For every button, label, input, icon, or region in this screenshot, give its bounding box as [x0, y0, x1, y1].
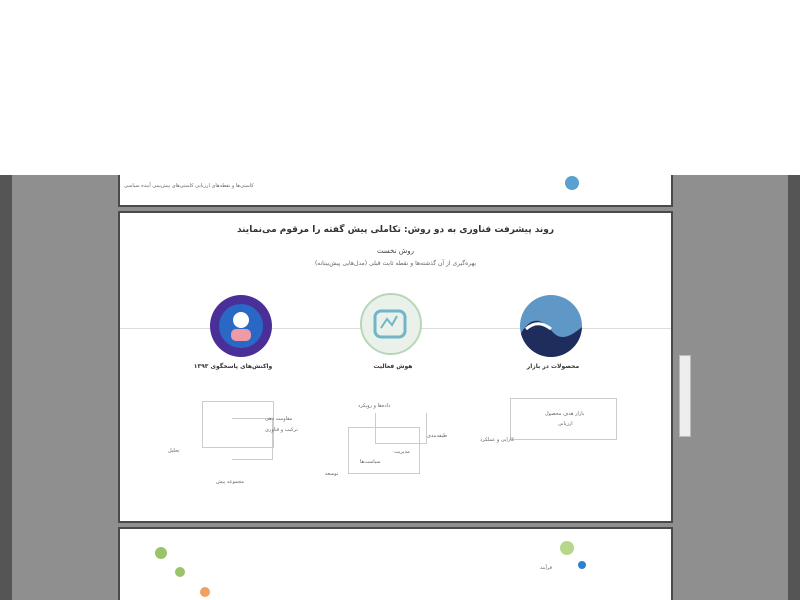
- page1-logo-icon: [565, 176, 579, 190]
- right-green-node-icon: [560, 541, 574, 555]
- response-icon: [210, 295, 272, 357]
- note-left-4: مجموعه پیش: [216, 479, 244, 485]
- note-mid-3: مدیریت: [394, 449, 410, 455]
- connector-right-1: [510, 398, 617, 440]
- note-mid-1: داده‌ها و رویکرد: [358, 403, 391, 409]
- note-right-3: کارایی و عملکرد: [480, 437, 515, 443]
- green-node-icon: [155, 547, 167, 559]
- document-page-1: [118, 175, 673, 207]
- note-mid-5: توسعه: [325, 471, 339, 477]
- page2-title: روند پیشرفت فناوری به دو روش: تکاملی پیش گفته را مرقوم می‌نمایند: [236, 225, 555, 235]
- left-margin-strip: [0, 175, 12, 600]
- connector-left-2: [232, 418, 273, 460]
- blue-node-icon: [578, 561, 586, 569]
- pillar-2-label: هوش فعالیت: [373, 363, 413, 370]
- note-left-3: تحلیل: [168, 448, 180, 454]
- note-left-1: مقاومت دهی: [265, 416, 293, 422]
- note-right-1: بازار هدف محصول: [545, 411, 585, 417]
- page2-subtitle: روش نخست: [376, 247, 415, 255]
- market-products-icon: [520, 295, 582, 357]
- pillar-3-label: واکنش‌های پاسخگوی ۱۳۹۳: [193, 363, 273, 370]
- pillar-1-label: محصولات در بازار: [526, 363, 580, 370]
- vertical-scrollbar[interactable]: [679, 355, 691, 437]
- document-page-2: [118, 211, 673, 523]
- note-left-2: ترکیب و فناوری: [265, 427, 298, 433]
- connector-mid-2: [375, 413, 427, 444]
- note-right-2: ارزیابی: [558, 421, 573, 427]
- page3-note: فرآیند: [540, 565, 553, 571]
- document-viewer[interactable]: [0, 175, 800, 600]
- document-page-3: [118, 527, 673, 600]
- right-margin-strip: [788, 175, 800, 600]
- orange-node-icon: [200, 587, 210, 597]
- intelligence-icon: [360, 293, 422, 355]
- note-mid-2: طبقه‌بندی: [427, 433, 448, 439]
- note-mid-4: سیاست‌ها: [360, 459, 381, 465]
- green-node-icon-2: [175, 567, 185, 577]
- page1-caption: کاستی‌ها و نقطه‌های ارزیابی کاستی‌های پیش‌بینی آینده سیاسی: [124, 183, 254, 189]
- page2-subtitle-2: بهره‌گیری از آن گذشته‌ها و نقطه ثابت قبلی (مدل‌هایی پیش‌بینانه): [314, 260, 477, 267]
